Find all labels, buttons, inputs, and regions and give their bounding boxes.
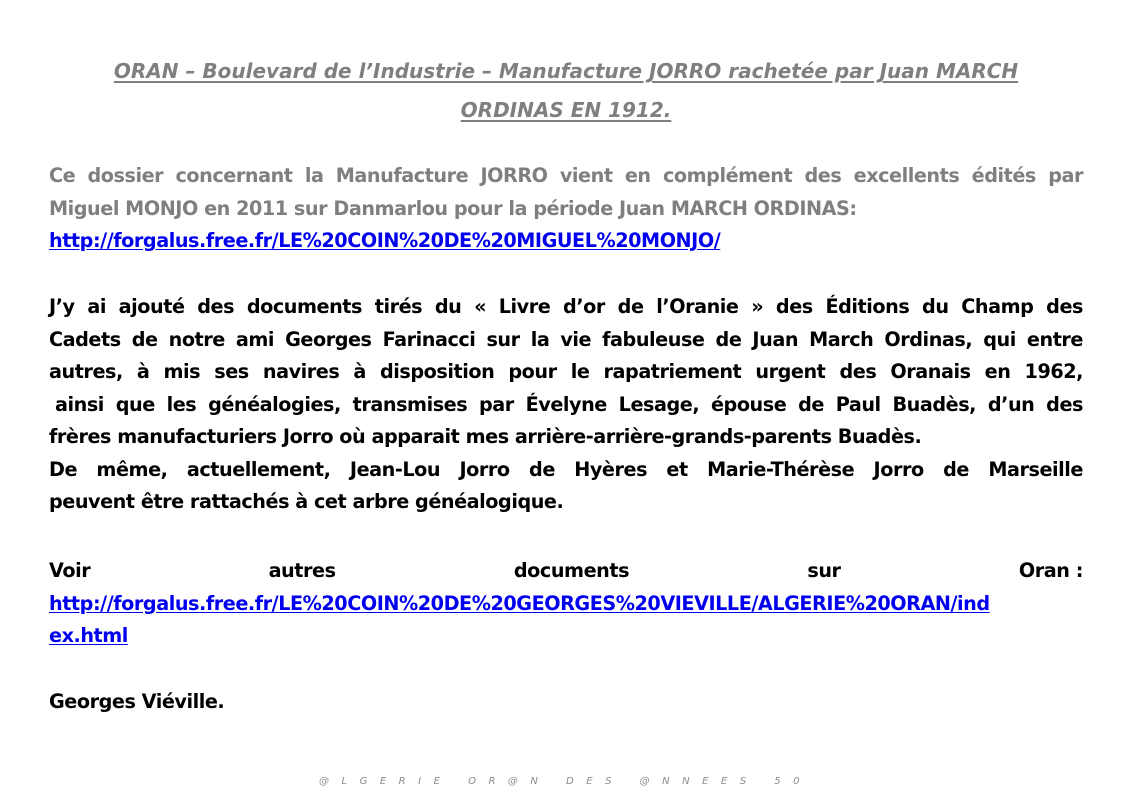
see-also-word-4: sur — [807, 559, 841, 582]
body-line-4 — [49, 389, 1083, 422]
body-line-2-text: Cadets de notre ami Georges Farinacci sur la vie fabuleuse de Juan March Ordinas, qui entre — [49, 327, 1083, 351]
body-line-6 — [49, 454, 1083, 487]
body-line-7: peuvent être rattachés à cet arbre généalogique. — [49, 490, 564, 513]
body-line-1 — [49, 291, 1083, 324]
oran-link-continued[interactable]: ex.html — [49, 624, 128, 647]
see-also-word-3: documents — [513, 559, 630, 582]
intro-link-line — [49, 225, 1083, 258]
see-also-word-1: Voir — [49, 559, 91, 582]
oran-link[interactable]: http://forgalus.free.fr/LE%20COIN%20DE%20GEORGES%20VIEVILLE/ALGERIE%20ORAN/ind — [49, 591, 990, 615]
see-also-word-5: Oran : — [1018, 559, 1083, 582]
oran-link-line-2 — [49, 620, 1083, 653]
monjo-link[interactable]: http://forgalus.free.fr/LE%20COIN%20DE%20MIGUEL%20MONJO/ — [49, 229, 721, 252]
see-also-line — [49, 555, 1083, 588]
body-paragraph — [49, 291, 1083, 519]
page-footer: @LGERIE OR@N DES @NNEES 50 — [319, 776, 812, 787]
body-line-5: frères manufacturiers Jorro où apparait mes arrière-arrière-grands-parents Buadès. — [49, 425, 922, 448]
body-line-3 — [49, 356, 1083, 389]
see-also-paragraph — [49, 555, 1083, 653]
document-page — [49, 0, 1083, 800]
oran-link-line-1 — [49, 588, 1083, 621]
signature: Georges Viéville. — [49, 690, 225, 713]
body-line-6-text: De même, actuellement, Jean-Lou Jorro de Hyères et Marie-Thérèse Jorro de Marseille — [49, 457, 1083, 481]
intro-paragraph — [49, 160, 1083, 258]
body-line-1-text: J’y ai ajouté des documents tirés du « Livre d’or de l’Oranie » des Éditions du Champ des — [49, 295, 1083, 318]
intro-line-1-text: Ce dossier concernant la Manufacture JORRO vient en complément des excellents édités par — [49, 164, 1083, 187]
body-line-2 — [49, 324, 1083, 357]
see-also-word-2: autres — [268, 559, 336, 582]
page-title-line-1: ORAN – Boulevard de l’Industrie – Manufacture JORRO rachetée par Juan MARCH — [113, 59, 1019, 83]
body-line-3-text: autres, à mis ses navires à disposition pour le rapatriement urgent des Oranais en 1962, — [49, 360, 1083, 383]
body-line-4-text: ainsi que les généalogies, transmises par Évelyne Lesage, épouse de Paul Buadès, d’un des — [55, 392, 1083, 416]
intro-line-1 — [49, 160, 1083, 193]
page-title-line-2: ORDINAS EN 1912. — [460, 98, 672, 122]
intro-line-2: Miguel MONJO en 2011 sur Danmarlou pour la période Juan MARCH ORDINAS: — [49, 196, 857, 220]
